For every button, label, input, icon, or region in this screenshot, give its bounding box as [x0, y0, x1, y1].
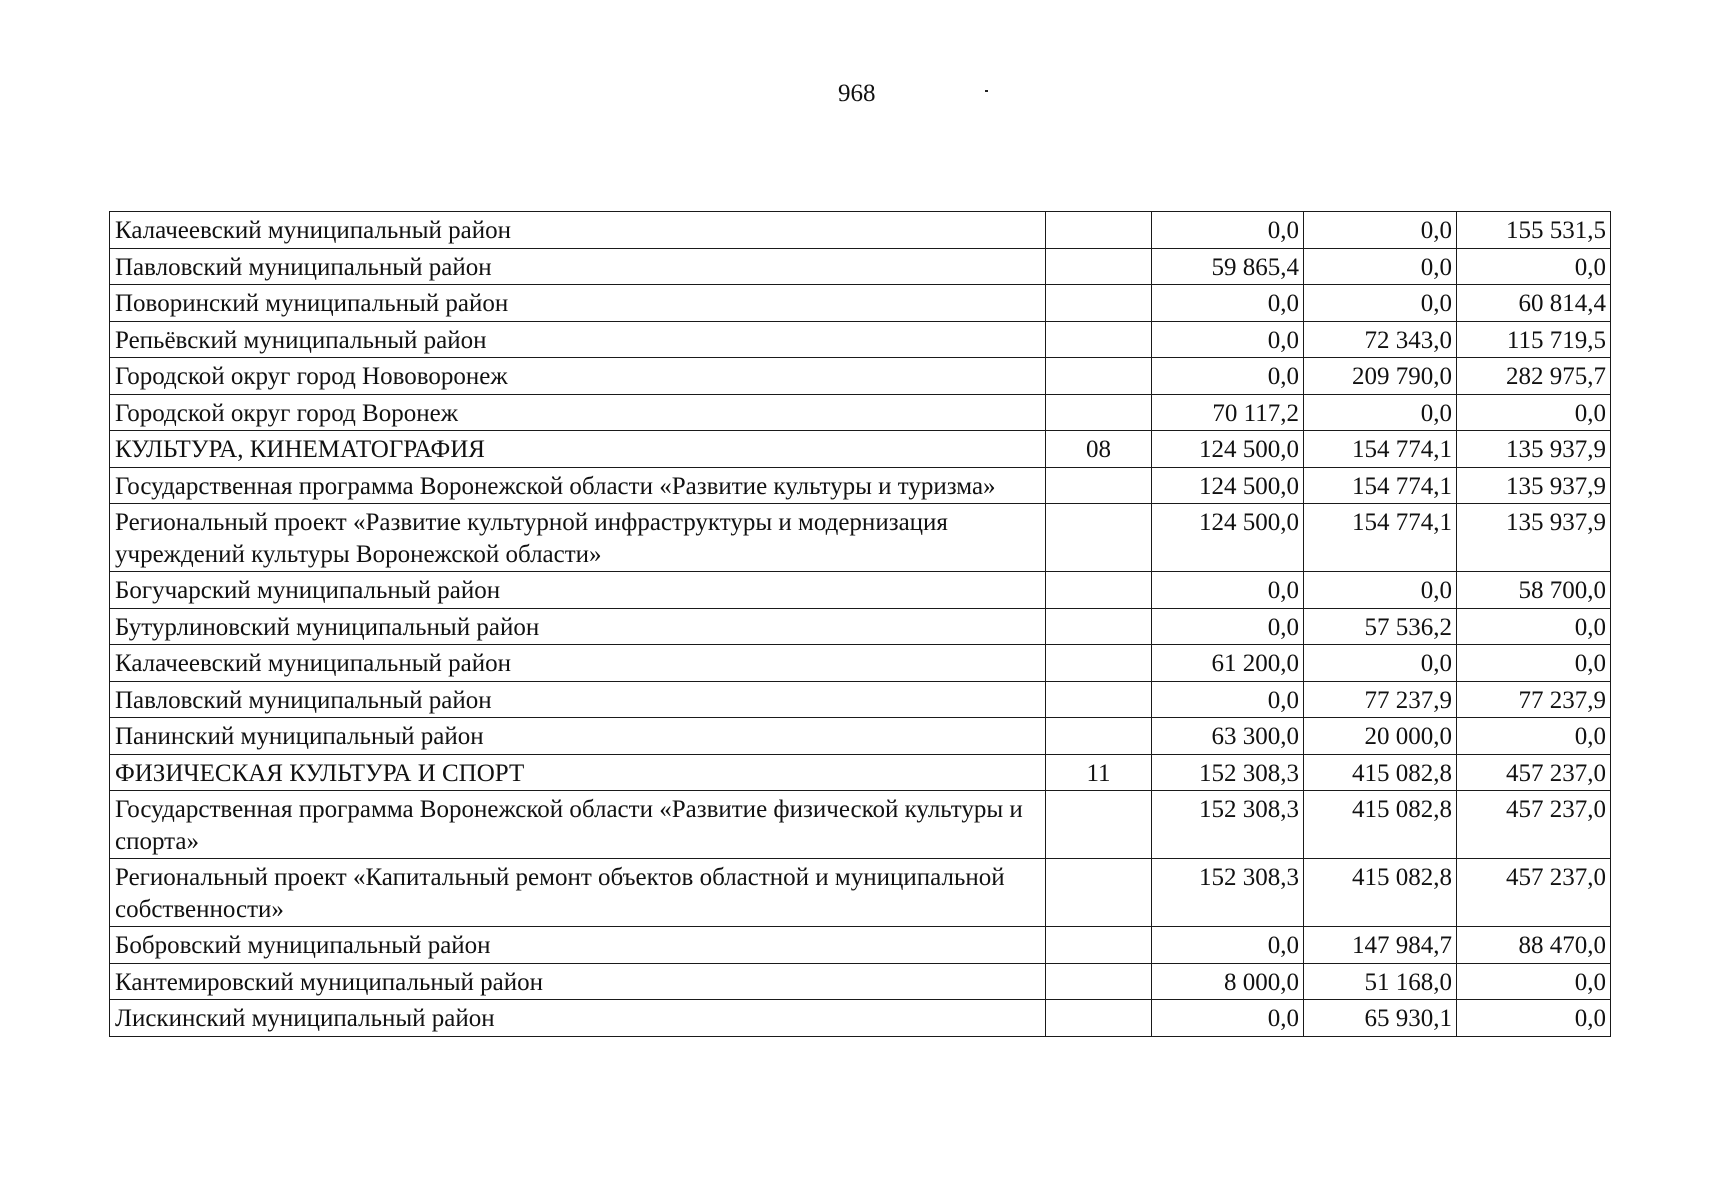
row-value-1-cell: 8 000,0	[1152, 963, 1304, 1000]
row-value-1-cell: 0,0	[1152, 608, 1304, 645]
budget-table	[109, 211, 1611, 1037]
row-code-cell	[1046, 718, 1152, 755]
section-name-cell: КУЛЬТУРА, КИНЕМАТОГРАФИЯ	[110, 431, 1046, 468]
row-value-2-cell: 65 930,1	[1304, 1000, 1457, 1037]
row-name-cell: Государственная программа Воронежской области «Развитие культуры и туризма»	[110, 467, 1046, 504]
row-name-cell: Региональный проект «Развитие культурной инфраструктуры и модернизация учреждений культуры Воронежской области»	[110, 504, 1046, 572]
table-row	[110, 467, 1611, 504]
row-value-3-cell: 457 237,0	[1457, 791, 1611, 859]
row-value-1-cell: 124 500,0	[1152, 467, 1304, 504]
row-name-cell: Репьёвский муниципальный район	[110, 321, 1046, 358]
section-code-cell: 08	[1046, 431, 1152, 468]
row-name-cell: Богучарский муниципальный район	[110, 572, 1046, 609]
row-value-3-cell: 457 237,0	[1457, 859, 1611, 927]
row-value-2-cell: 154 774,1	[1304, 504, 1457, 572]
row-value-3-cell: 135 937,9	[1457, 504, 1611, 572]
table-row	[110, 1000, 1611, 1037]
row-value-3-cell: 0,0	[1457, 248, 1611, 285]
table-row	[110, 285, 1611, 322]
row-name-cell: Региональный проект «Капитальный ремонт объектов областной и муниципальной собственности»	[110, 859, 1046, 927]
page-number: 968	[838, 80, 876, 107]
section-code-cell: 11	[1046, 754, 1152, 791]
budget-table-body	[110, 212, 1611, 1037]
row-value-2-cell: 51 168,0	[1304, 963, 1457, 1000]
row-name-cell: Лискинский муниципальный район	[110, 1000, 1046, 1037]
row-value-3-cell: 282 975,7	[1457, 358, 1611, 395]
row-value-3-cell: 0,0	[1457, 1000, 1611, 1037]
table-row	[110, 963, 1611, 1000]
row-value-1-cell: 0,0	[1152, 1000, 1304, 1037]
table-row	[110, 718, 1611, 755]
row-value-1-cell: 0,0	[1152, 927, 1304, 964]
row-name-cell: Кантемировский муниципальный район	[110, 963, 1046, 1000]
row-value-1-cell: 152 308,3	[1152, 791, 1304, 859]
row-value-1-cell: 59 865,4	[1152, 248, 1304, 285]
row-code-cell	[1046, 608, 1152, 645]
row-name-cell: Государственная программа Воронежской области «Развитие физической культуры и спорта»	[110, 791, 1046, 859]
row-value-3-cell: 135 937,9	[1457, 431, 1611, 468]
table-row	[110, 859, 1611, 927]
row-code-cell	[1046, 212, 1152, 249]
row-value-1-cell: 0,0	[1152, 681, 1304, 718]
row-value-3-cell: 0,0	[1457, 608, 1611, 645]
row-value-2-cell: 154 774,1	[1304, 467, 1457, 504]
table-row	[110, 927, 1611, 964]
table-row-section	[110, 754, 1611, 791]
row-value-1-cell: 0,0	[1152, 321, 1304, 358]
table-row	[110, 791, 1611, 859]
row-code-cell	[1046, 248, 1152, 285]
table-row	[110, 212, 1611, 249]
row-value-1-cell: 0,0	[1152, 212, 1304, 249]
table-row	[110, 504, 1611, 572]
row-value-1-cell: 0,0	[1152, 285, 1304, 322]
row-value-2-cell: 0,0	[1304, 572, 1457, 609]
row-name-cell: Калачеевский муниципальный район	[110, 212, 1046, 249]
row-code-cell	[1046, 1000, 1152, 1037]
scan-speck	[985, 90, 988, 92]
row-value-1-cell: 63 300,0	[1152, 718, 1304, 755]
row-name-cell: Павловский муниципальный район	[110, 681, 1046, 718]
row-name-cell: Бобровский муниципальный район	[110, 927, 1046, 964]
row-value-3-cell: 60 814,4	[1457, 285, 1611, 322]
table-row	[110, 358, 1611, 395]
row-name-cell: Панинский муниципальный район	[110, 718, 1046, 755]
row-value-2-cell: 57 536,2	[1304, 608, 1457, 645]
section-name-cell: ФИЗИЧЕСКАЯ КУЛЬТУРА И СПОРТ	[110, 754, 1046, 791]
row-value-3-cell: 77 237,9	[1457, 681, 1611, 718]
row-code-cell	[1046, 285, 1152, 322]
row-value-3-cell: 0,0	[1457, 645, 1611, 682]
row-code-cell	[1046, 681, 1152, 718]
row-name-cell: Павловский муниципальный район	[110, 248, 1046, 285]
row-value-2-cell: 0,0	[1304, 212, 1457, 249]
row-value-3-cell: 88 470,0	[1457, 927, 1611, 964]
row-code-cell	[1046, 791, 1152, 859]
row-value-2-cell: 77 237,9	[1304, 681, 1457, 718]
row-value-1-cell: 70 117,2	[1152, 394, 1304, 431]
row-value-3-cell: 0,0	[1457, 394, 1611, 431]
row-code-cell	[1046, 394, 1152, 431]
row-code-cell	[1046, 572, 1152, 609]
row-code-cell	[1046, 467, 1152, 504]
row-value-1-cell: 152 308,3	[1152, 859, 1304, 927]
row-value-3-cell: 155 531,5	[1457, 212, 1611, 249]
row-name-cell: Калачеевский муниципальный район	[110, 645, 1046, 682]
row-name-cell: Городской округ город Нововоронеж	[110, 358, 1046, 395]
table-row	[110, 608, 1611, 645]
table-row	[110, 321, 1611, 358]
row-value-2-cell: 0,0	[1304, 248, 1457, 285]
table-row	[110, 681, 1611, 718]
row-value-2-cell: 209 790,0	[1304, 358, 1457, 395]
row-value-1-cell: 0,0	[1152, 572, 1304, 609]
row-value-2-cell: 0,0	[1304, 645, 1457, 682]
row-value-3-cell: 135 937,9	[1457, 467, 1611, 504]
row-value-1-cell: 124 500,0	[1152, 431, 1304, 468]
row-value-2-cell: 0,0	[1304, 394, 1457, 431]
row-code-cell	[1046, 859, 1152, 927]
table-row	[110, 394, 1611, 431]
row-code-cell	[1046, 358, 1152, 395]
row-value-2-cell: 0,0	[1304, 285, 1457, 322]
table-row	[110, 645, 1611, 682]
row-value-1-cell: 152 308,3	[1152, 754, 1304, 791]
row-value-2-cell: 154 774,1	[1304, 431, 1457, 468]
row-code-cell	[1046, 927, 1152, 964]
row-value-2-cell: 415 082,8	[1304, 754, 1457, 791]
row-code-cell	[1046, 963, 1152, 1000]
row-code-cell	[1046, 645, 1152, 682]
row-value-3-cell: 115 719,5	[1457, 321, 1611, 358]
row-name-cell: Бутурлиновский муниципальный район	[110, 608, 1046, 645]
row-name-cell: Поворинский муниципальный район	[110, 285, 1046, 322]
row-value-3-cell: 0,0	[1457, 718, 1611, 755]
row-value-2-cell: 415 082,8	[1304, 791, 1457, 859]
row-value-2-cell: 20 000,0	[1304, 718, 1457, 755]
row-value-1-cell: 124 500,0	[1152, 504, 1304, 572]
row-value-3-cell: 0,0	[1457, 963, 1611, 1000]
row-value-3-cell: 58 700,0	[1457, 572, 1611, 609]
row-code-cell	[1046, 504, 1152, 572]
row-code-cell	[1046, 321, 1152, 358]
row-value-2-cell: 72 343,0	[1304, 321, 1457, 358]
row-value-2-cell: 147 984,7	[1304, 927, 1457, 964]
row-name-cell: Городской округ город Воронеж	[110, 394, 1046, 431]
row-value-1-cell: 0,0	[1152, 358, 1304, 395]
table-row	[110, 248, 1611, 285]
table-row	[110, 572, 1611, 609]
table-row-section	[110, 431, 1611, 468]
row-value-2-cell: 415 082,8	[1304, 859, 1457, 927]
row-value-1-cell: 61 200,0	[1152, 645, 1304, 682]
row-value-3-cell: 457 237,0	[1457, 754, 1611, 791]
